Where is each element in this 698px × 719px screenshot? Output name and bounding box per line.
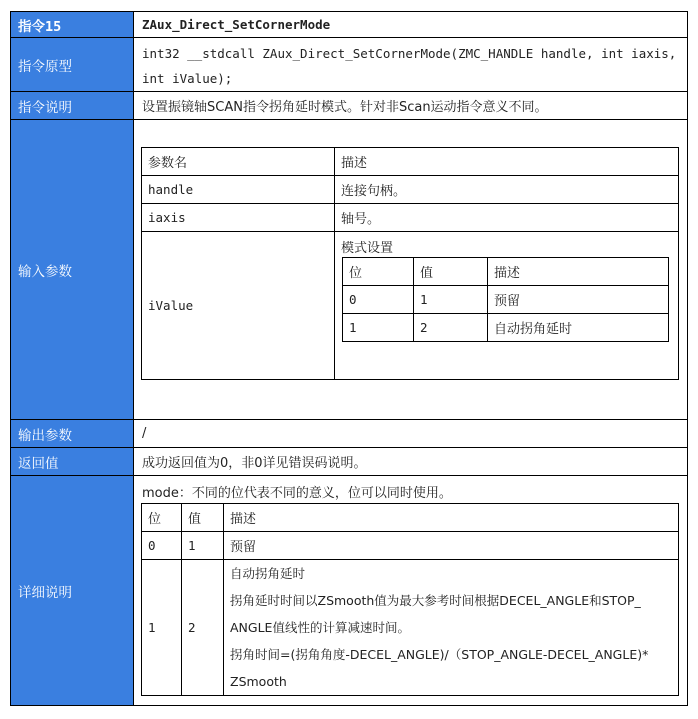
- prototype-line-2: int iValue);: [142, 71, 233, 86]
- param-desc: 轴号。: [335, 204, 679, 232]
- input-label: 输入参数: [11, 120, 134, 419]
- mode-bit: 1: [343, 314, 414, 342]
- detail-val: 2: [182, 560, 224, 696]
- mode-val: 2: [414, 314, 488, 342]
- instruction-doc: [10, 11, 688, 706]
- mode-desc: 预留: [488, 286, 669, 314]
- input-row: [11, 120, 687, 420]
- detail-desc-line: ZSmooth: [230, 674, 287, 689]
- detail-bit: 0: [142, 532, 182, 560]
- output-text: /: [142, 426, 147, 441]
- mode-setting-title: 模式设置: [341, 241, 394, 256]
- detail-bit: 1: [142, 560, 182, 696]
- mode-header-val: 值: [414, 258, 488, 286]
- detail-desc-multiline: [224, 560, 679, 696]
- prototype-content: [134, 38, 687, 91]
- function-name: ZAux_Direct_SetCornerMode: [142, 17, 331, 32]
- prototype-line-1: int32 __stdcall ZAux_Direct_SetCornerMode(ZMC_HANDLE handle, int iaxis,: [142, 46, 677, 61]
- param-header-name: 参数名: [142, 148, 335, 176]
- mode-val: 1: [414, 286, 488, 314]
- mode-header-bit: 位: [343, 258, 414, 286]
- param-name: iaxis: [142, 204, 335, 232]
- header-row: [11, 12, 687, 38]
- header-label: 指令15: [11, 12, 134, 37]
- input-content: [134, 120, 687, 419]
- mode-desc: 自动拐角延时: [488, 314, 669, 342]
- prototype-label: 指令原型: [11, 38, 134, 91]
- detail-val: 1: [182, 532, 224, 560]
- description-row: [11, 92, 687, 120]
- param-header-desc: 描述: [335, 148, 679, 176]
- detail-desc-line: 自动拐角延时: [230, 566, 306, 581]
- description-text: 设置振镜轴SCAN指令拐角延时模式。针对非Scan运动指令意义不同。: [142, 100, 548, 115]
- return-row: [11, 448, 687, 476]
- detail-header-bit: 位: [142, 504, 182, 532]
- output-label: 输出参数: [11, 420, 134, 447]
- mode-header-desc: 描述: [488, 258, 669, 286]
- detail-header-desc: 描述: [224, 504, 679, 532]
- detail-desc-line: ANGLE值线性的计算减速时间。: [230, 620, 410, 635]
- param-name: iValue: [142, 232, 335, 380]
- param-desc: 连接句柄。: [335, 176, 679, 204]
- detail-row: [11, 476, 687, 705]
- detail-intro: mode：不同的位代表不同的意义，位可以同时使用。: [142, 486, 452, 501]
- prototype-row: [11, 38, 687, 92]
- detail-desc-line: 拐角延时时间以ZSmooth值为最大参考时间根据DECEL_ANGLE和STOP_: [230, 593, 641, 608]
- mode-table: [342, 257, 669, 342]
- detail-table: [141, 503, 679, 696]
- param-desc-mode: [335, 232, 679, 380]
- detail-desc: 预留: [224, 532, 679, 560]
- detail-content: [134, 476, 687, 705]
- return-text: 成功返回值为0，非0详见错误码说明。: [142, 456, 367, 471]
- detail-header-val: 值: [182, 504, 224, 532]
- description-label: 指令说明: [11, 92, 134, 119]
- param-table: [141, 147, 679, 380]
- detail-label: 详细说明: [11, 476, 134, 705]
- return-label: 返回值: [11, 448, 134, 475]
- param-name: handle: [142, 176, 335, 204]
- output-row: [11, 420, 687, 448]
- mode-bit: 0: [343, 286, 414, 314]
- detail-desc-line: 拐角时间=(拐角角度-DECEL_ANGLE)/（STOP_ANGLE-DECEL_ANGLE)*: [230, 647, 649, 662]
